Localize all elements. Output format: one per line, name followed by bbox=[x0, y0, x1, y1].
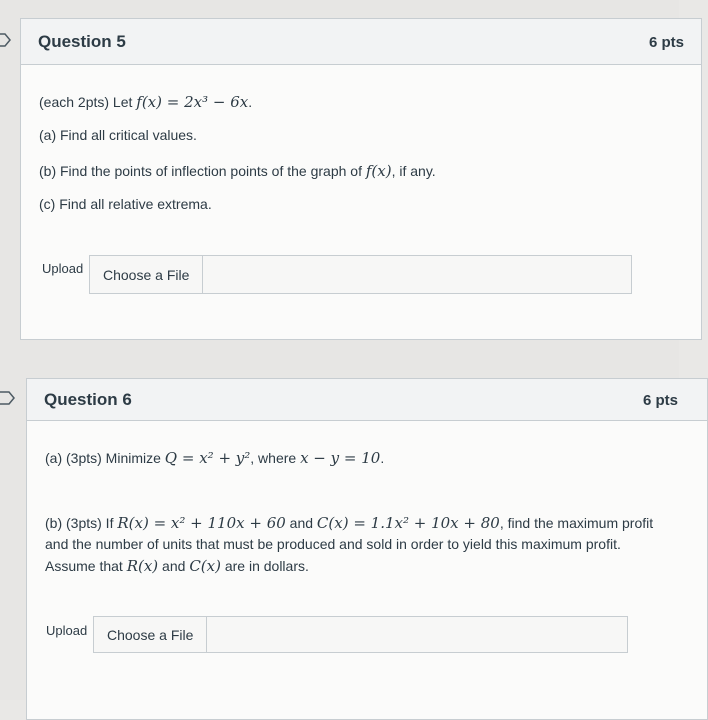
assume-cost-math: C(x) bbox=[189, 557, 221, 575]
intro-math: f(x) = 2x³ − 6x bbox=[136, 93, 249, 111]
part-b-text: (b) (3pts) If bbox=[45, 515, 118, 531]
part-a-period: . bbox=[380, 450, 385, 466]
question-5-choose-file-button[interactable]: Choose a File bbox=[90, 256, 203, 293]
question-5-part-c: (c) Find all relative extrema. bbox=[39, 196, 212, 212]
assume-text: Assume that bbox=[45, 558, 127, 574]
part-b-suffix: , find the maximum profit bbox=[499, 515, 654, 531]
question-6-choose-file-button[interactable]: Choose a File bbox=[94, 617, 207, 652]
part-b-cost-math: C(x) = 1.1x² + 10x + 80 bbox=[316, 514, 500, 532]
question-6-points: 6 pts bbox=[643, 392, 679, 409]
part-b-math: f(x) bbox=[365, 162, 392, 180]
assume-revenue-math: R(x) bbox=[126, 557, 159, 575]
question-5-upload-field[interactable] bbox=[89, 255, 632, 294]
part-b-text: (b) Find the points of inflection points of the graph of bbox=[39, 163, 366, 179]
intro-period: . bbox=[248, 94, 253, 110]
question-5-title: Question 5 bbox=[38, 32, 126, 51]
question-6-part-a bbox=[45, 449, 384, 467]
question-6-header bbox=[27, 379, 707, 421]
question-6-upload-label: Upload bbox=[46, 623, 88, 638]
question-flag-icon[interactable] bbox=[0, 391, 12, 405]
question-5-header bbox=[21, 19, 701, 65]
question-6-part-b-line-2: and the number of units that must be produced and sold in order to yield this maximum profit. bbox=[45, 536, 621, 552]
question-flag-icon[interactable] bbox=[0, 33, 10, 47]
part-b-suffix: , if any. bbox=[391, 163, 436, 179]
question-6-title: Question 6 bbox=[44, 390, 132, 409]
question-6-card bbox=[26, 378, 708, 720]
assume-suffix: are in dollars. bbox=[220, 558, 309, 574]
part-b-and: and bbox=[285, 515, 317, 531]
part-a-math-objective: Q = x² + y² bbox=[164, 449, 251, 467]
question-6-upload-field[interactable] bbox=[93, 616, 628, 653]
question-5-intro bbox=[39, 93, 252, 111]
question-6-part-b-line-1 bbox=[45, 514, 653, 532]
part-a-text: (a) (3pts) Minimize bbox=[45, 450, 165, 466]
question-5-part-b bbox=[39, 162, 436, 180]
question-5-upload-label: Upload bbox=[42, 261, 84, 276]
question-6-part-b-line-3 bbox=[45, 557, 309, 575]
part-a-math-constraint: x − y = 10 bbox=[300, 449, 381, 467]
question-5-part-a: (a) Find all critical values. bbox=[39, 127, 197, 143]
intro-text: (each 2pts) Let bbox=[39, 94, 137, 110]
part-b-revenue-math: R(x) = x² + 110x + 60 bbox=[117, 514, 286, 532]
part-a-where: , where bbox=[250, 450, 301, 466]
assume-and: and bbox=[158, 558, 190, 574]
question-5-points: 6 pts bbox=[649, 34, 685, 51]
question-5-card bbox=[20, 18, 702, 340]
